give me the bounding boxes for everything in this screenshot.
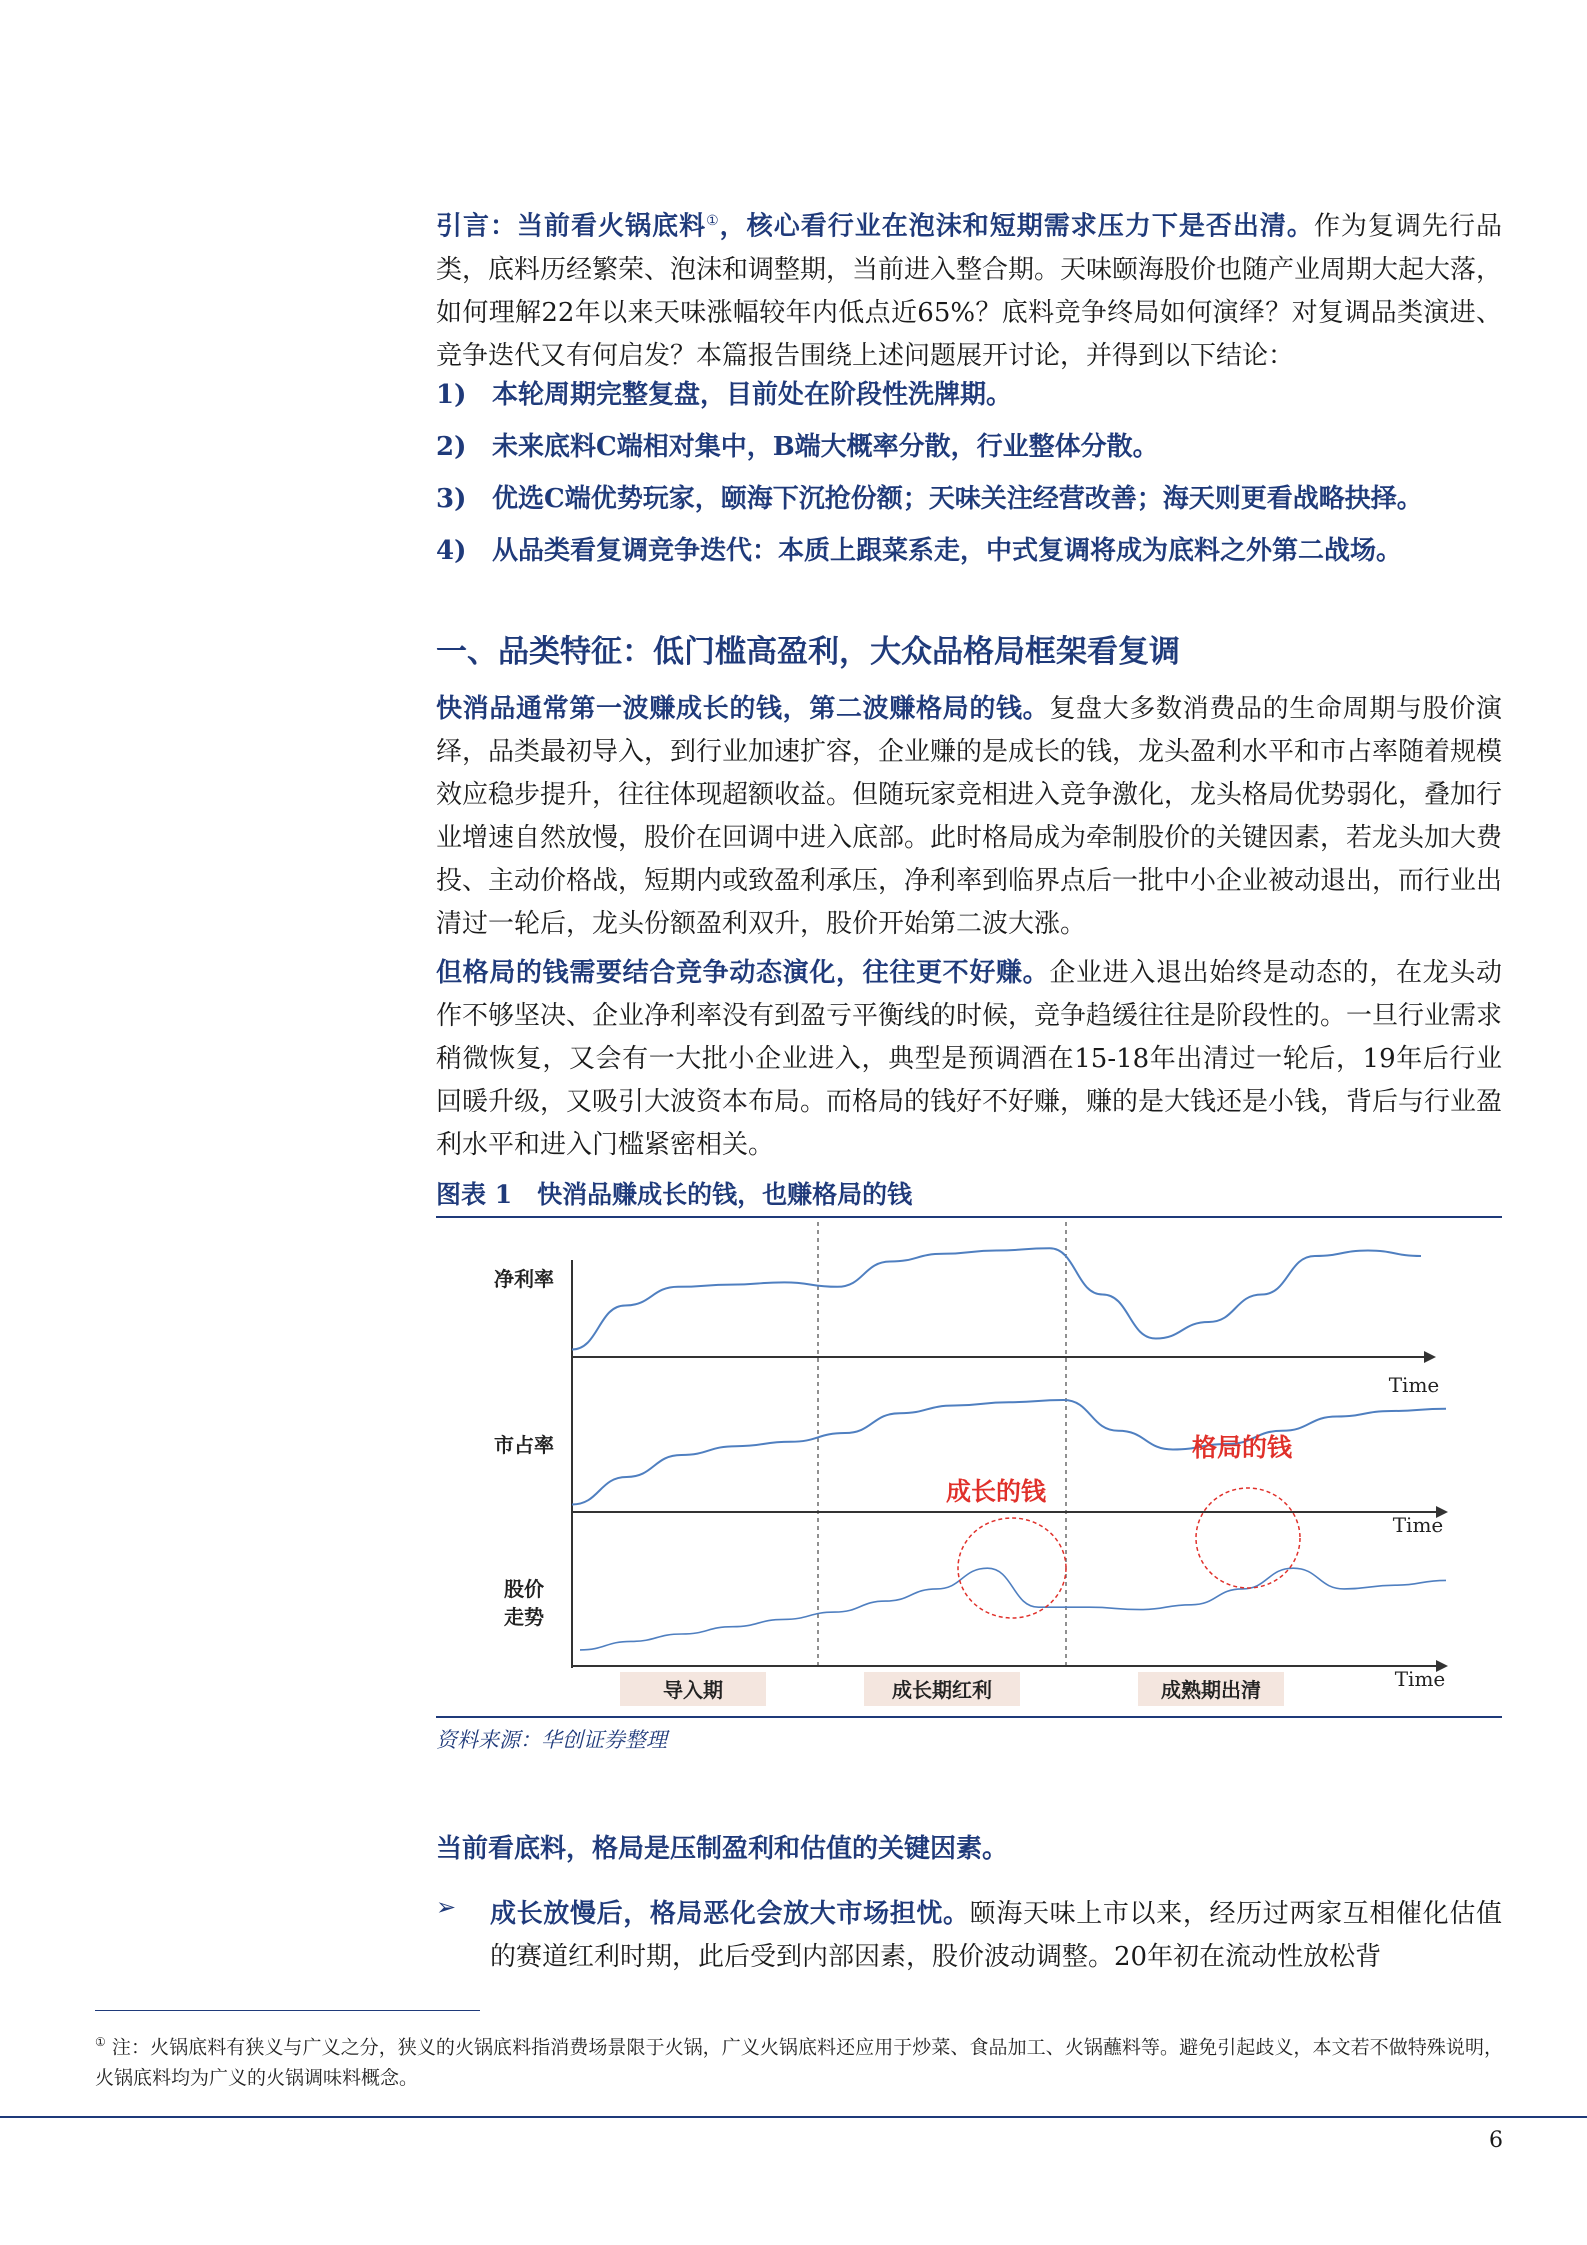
bullet-paragraph (490, 1893, 1502, 1979)
conclusion-number: 1) (436, 380, 467, 410)
section-heading: 一、品类特征：低门槛高盈利，大众品格局框架看复调 (436, 634, 1180, 670)
pattern-money-label: 格局的钱 (1191, 1433, 1293, 1462)
intro-lead-2: ，核心看行业在泡沫和短期需求压力下是否出清。 (719, 211, 1314, 242)
conclusion-text: 未来底料C端相对集中，B端大概率分散，行业整体分散。 (492, 432, 1159, 462)
bullet-text: 颐海天味上市以来，经历过两家互相催化估值的赛道红利时期，此后受到内部因素，股价波动调整。20年初在流动性放松背 (490, 1899, 1502, 1972)
conclusion-item (436, 378, 1502, 412)
paragraph-1 (436, 688, 1502, 946)
paragraph-1-text: 复盘大多数消费品的生命周期与股价演绎，品类最初导入，到行业加速扩容，企业赚的是成长的钱，龙头盈利水平和市占率随着规模效应稳步提升，往往体现超额收益。但随玩家竞相进入竞争激化，龙头格局优势弱化，叠加行业增速自然放慢，股价在回调中进入底部。此时格局成为牵制股价的关键因素，若龙头加大费投、主动价格战，短期内或致盈利承压，净利率到临界点后一批中小企业被动退出，而行业出清过一轮后，龙头份额盈利双升，股价开始第二波大涨。 (436, 694, 1503, 939)
figure-top-rule (436, 1216, 1502, 1218)
panel-label-line1: 股价 (504, 1577, 544, 1601)
arrowhead (1424, 1351, 1436, 1363)
growth-money-label: 成长的钱 (945, 1477, 1047, 1506)
section-heading-block (436, 632, 1502, 672)
lifecycle-chart (436, 1220, 1502, 1712)
intro-paragraph (436, 200, 1502, 378)
conclusion-text: 从品类看复调竞争迭代：本质上跟菜系走，中式复调将成为底料之外第二战场。 (492, 536, 1403, 566)
pattern-money-circle (1196, 1488, 1300, 1588)
section-body (436, 688, 1502, 1167)
page-number: 6 (1489, 2128, 1503, 2153)
time-label: Time (1392, 1513, 1444, 1537)
conclusion-number: 2) (436, 432, 467, 462)
section2-lead (436, 1828, 1502, 1871)
section2-block (436, 1828, 1502, 1979)
page-bottom-rule (0, 2116, 1587, 2118)
phase-label: 成长期红利 (892, 1678, 992, 1702)
bullet-item (436, 1893, 1502, 1979)
conclusion-list (436, 378, 1502, 568)
conclusion-item (436, 534, 1502, 568)
panel-label-line2: 走势 (504, 1605, 544, 1629)
net-margin-line (572, 1248, 1421, 1349)
intro-lead: 引言：当前看火锅底料 (436, 211, 707, 242)
conclusion-number: 3) (436, 484, 467, 514)
phase-label: 成熟期出清 (1161, 1678, 1261, 1702)
figure-title: 图表 1 快消品赚成长的钱，也赚格局的钱 (436, 1180, 913, 1209)
paragraph-2-text: 企业进入退出始终是动态的，在龙头动作不够坚决、企业净利率没有到盈亏平衡线的时候，竞争趋缓往往是阶段性的。一旦行业需求稍微恢复，又会有一大批小企业进入，典型是预调酒在15-18年出清过一轮后，19年后行业回暖升级，又吸引大波资本布局。而格局的钱好不好赚，赚的是大钱还是小钱，背后与行业盈利水平和进入门槛紧密相关。 (436, 958, 1503, 1160)
bullet-lead: 成长放慢后，格局恶化会放大市场担忧。 (490, 1899, 970, 1929)
panel-label: 净利率 (494, 1267, 554, 1291)
time-label: Time (1388, 1373, 1440, 1397)
growth-money-circle (958, 1518, 1066, 1618)
conclusion-text: 本轮周期完整复盘，目前处在阶段性洗牌期。 (492, 380, 1013, 410)
time-label: Time (1394, 1667, 1446, 1691)
figure-title-block (436, 1178, 1502, 1212)
conclusion-number: 4) (436, 536, 467, 566)
paragraph-1-lead: 快消品通常第一波赚成长的钱，第二波赚格局的钱。 (436, 694, 1050, 724)
paragraph-2 (436, 952, 1502, 1167)
footnote-ref[interactable]: ① (706, 213, 720, 229)
figure-source-block (436, 1724, 1502, 1754)
conclusion-item (436, 430, 1502, 464)
figure-source: 资料来源：华创证券整理 (436, 1728, 667, 1752)
figure-bottom-rule (436, 1716, 1502, 1718)
phase-label: 导入期 (663, 1678, 723, 1702)
footnote (95, 2027, 1503, 2094)
intro-text: 作为复调先行品类，底料历经繁荣、泡沫和调整期，当前进入整合期。天味颐海股价也随产业周期大起大落，如何理解22年以来天味涨幅较年内低点近65%？底料竞争终局如何演绎？对复调品类演进、竞争迭代又有何启发？本篇报告围绕上述问题展开讨论，并得到以下结论： (436, 211, 1503, 371)
panel-label: 市占率 (494, 1433, 554, 1457)
footnote-rule (95, 2010, 480, 2011)
footnote-mark: ① (95, 2035, 106, 2049)
section2-lead-text: 当前看底料，格局是压制盈利和估值的关键因素。 (436, 1834, 1009, 1864)
conclusion-text: 优选C端优势玩家，颐海下沉抢份额；天味关注经营改善；海天则更看战略抉择。 (492, 484, 1423, 514)
intro-block (436, 200, 1502, 378)
footnote-text: 注：火锅底料有狭义与广义之分，狭义的火锅底料指消费场景限于火锅，广义火锅底料还应用于炒菜、食品加工、火锅蘸料等。避免引起歧义，本文若不做特殊说明，火锅底料均为广义的火锅调味料概念。 (95, 2036, 1504, 2090)
paragraph-2-lead: 但格局的钱需要结合竞争动态演化，往往更不好赚。 (436, 958, 1050, 988)
stock-price-line (580, 1568, 1446, 1650)
bullet-arrow-icon: ➢ (436, 1893, 457, 1921)
conclusion-item (436, 482, 1502, 516)
